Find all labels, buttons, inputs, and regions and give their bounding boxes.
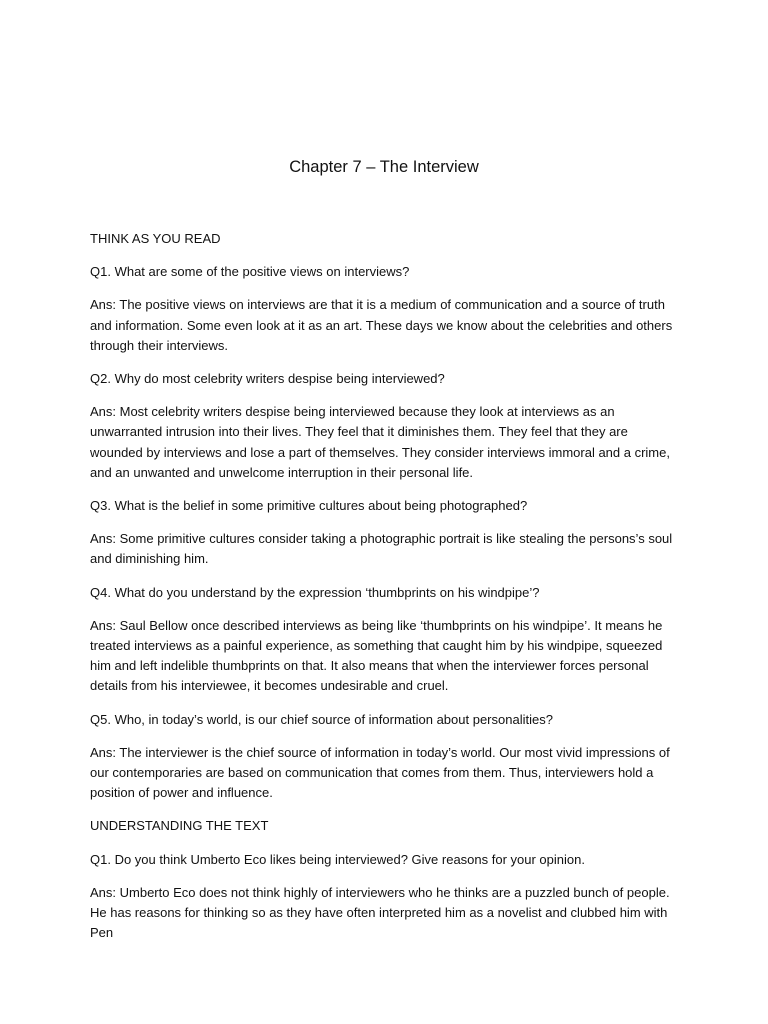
section-heading: UNDERSTANDING THE TEXT [90,818,269,834]
answer-text: Ans: Most celebrity writers despise being interviewed because they look at interviews as an unwarranted intrusion into their lives. They feel that it diminishes them. They feel that they are wounded by interviews and lose a part of themselves. They consider interviews immoral and a crime, and an unwanted and unwelcome interruption in their personal life. [90,404,670,480]
answer-text: Ans: Saul Bellow once described interviews as being like ‘thumbprints on his windpipe’. It means he treated interviews as a painful experience, as something that caught him by his windpipe, squeezed him and left indelible thumbprints on that. It also means that when the interviewer forces personal details from his interviewee, it becomes undesirable and cruel. [90,617,663,694]
chapter-title: Chapter 7 – The Interview [289,158,479,176]
question-text: Q1. Do you think Umberto Eco likes being interviewed? Give reasons for your opinion. [90,851,585,867]
answer-text: Ans: The interviewer is the chief source of information in today’s world. Our most vivid impressions of our contemporaries are based on communication that comes from them. Thus, interviewers hold a position of power and influence. [90,744,670,801]
answer-text: Ans: The positive views on interviews are that it is a medium of communication and a source of truth and information. Some even look at it as an art. These days we know about the celebrities and others through their interviews. [90,297,673,353]
section-heading: THINK AS YOU READ [90,231,221,246]
question-text: Q4. What do you understand by the expression ‘thumbprints on his windpipe’? [90,584,540,600]
question-text: Q1. What are some of the positive views on interviews? [90,264,410,280]
answer-text: Ans: Umberto Eco does not think highly of interviewers who he thinks are a puzzled bunch of people. He has reasons for thinking so as they have often interpreted him as a novelist and clubbed him with Pen [90,884,670,941]
question-text: Q5. Who, in today’s world, is our chief source of information about personalities? [90,711,553,727]
answer-text: Ans: Some primitive cultures consider taking a photographic portrait is like stealing the persons’s soul and diminishing him. [90,531,673,567]
question-text: Q3. What is the belief in some primitive cultures about being photographed? [90,498,528,514]
document-body [90,229,684,956]
question-text: Q2. Why do most celebrity writers despise being interviewed? [90,371,445,387]
